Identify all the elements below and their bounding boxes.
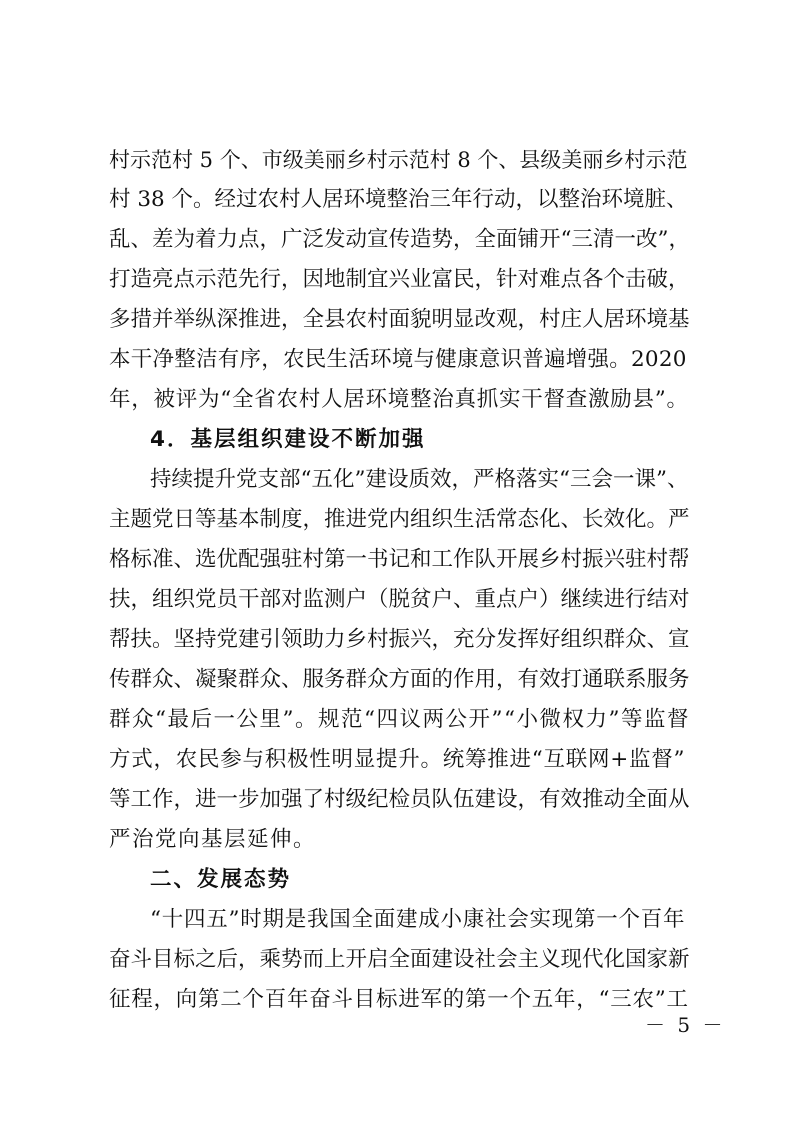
body-text-line: 奋斗目标之后，乘势而上开启全面建设社会主义现代化国家新 — [109, 947, 690, 972]
body-text-line: 打造亮点示范先行，因地制宜兴业富民，针对难点各个击破， — [109, 267, 690, 292]
body-text-line: 帮扶。坚持党建引领助力乡村振兴，充分发挥好组织群众、宣 — [109, 627, 690, 652]
body-text-line: 年，被评为“全省农村人居环境整治真抓实干督查激励县”。 — [109, 387, 689, 412]
body-text-line: 村 38 个。经过农村人居环境整治三年行动，以整治环境脏、 — [109, 187, 688, 212]
section-heading: 4．基层组织建设不断加强 — [150, 427, 426, 452]
body-text-line: 持续提升党支部“五化”建设质效，严格落实“三会一课”、 — [150, 467, 689, 492]
body-text-line: 征程，向第二个百年奋斗目标进军的第一个五年，“三农”工 — [109, 987, 689, 1012]
body-text-line: 主题党日等基本制度，推进党内组织生活常态化、长效化。严 — [109, 507, 690, 532]
body-text-line: 本干净整洁有序，农民生活环境与健康意识普遍增强。2020 — [109, 347, 687, 372]
body-text-line: 村示范村 5 个、市级美丽乡村示范村 8 个、县级美丽乡村示范 — [109, 148, 688, 172]
body-text-line: 群众“最后一公里”。规范“四议两公开”“小微权力”等监督 — [109, 707, 690, 732]
body-text-line: 格标准、选优配强驻村第一书记和工作队开展乡村振兴驻村帮 — [109, 547, 690, 572]
page-number: － 5 － — [645, 1013, 726, 1037]
body-text-line: 严治党向基层延伸。 — [109, 827, 317, 852]
body-text-line: 乱、差为着力点，广泛发动宣传造势，全面铺开“三清一改”， — [109, 227, 690, 252]
section-heading: 二、发展态势 — [150, 867, 292, 892]
body-text-line: “十四五”时期是我国全面建成小康社会实现第一个百年 — [150, 907, 686, 932]
body-text-line: 传群众、凝聚群众、服务群众方面的作用，有效打通联系服务 — [109, 667, 690, 692]
body-text-line: 多措并举纵深推进，全县农村面貌明显改观，村庄人居环境基 — [109, 307, 690, 332]
body-text-line: 方式，农民参与积极性明显提升。统筹推进“互联网+监督” — [109, 747, 686, 772]
body-text-line: 扶，组织党员干部对监测户（脱贫户、重点户）继续进行结对 — [109, 587, 690, 612]
body-text-line: 等工作，进一步加强了村级纪检员队伍建设，有效推动全面从 — [109, 787, 690, 812]
